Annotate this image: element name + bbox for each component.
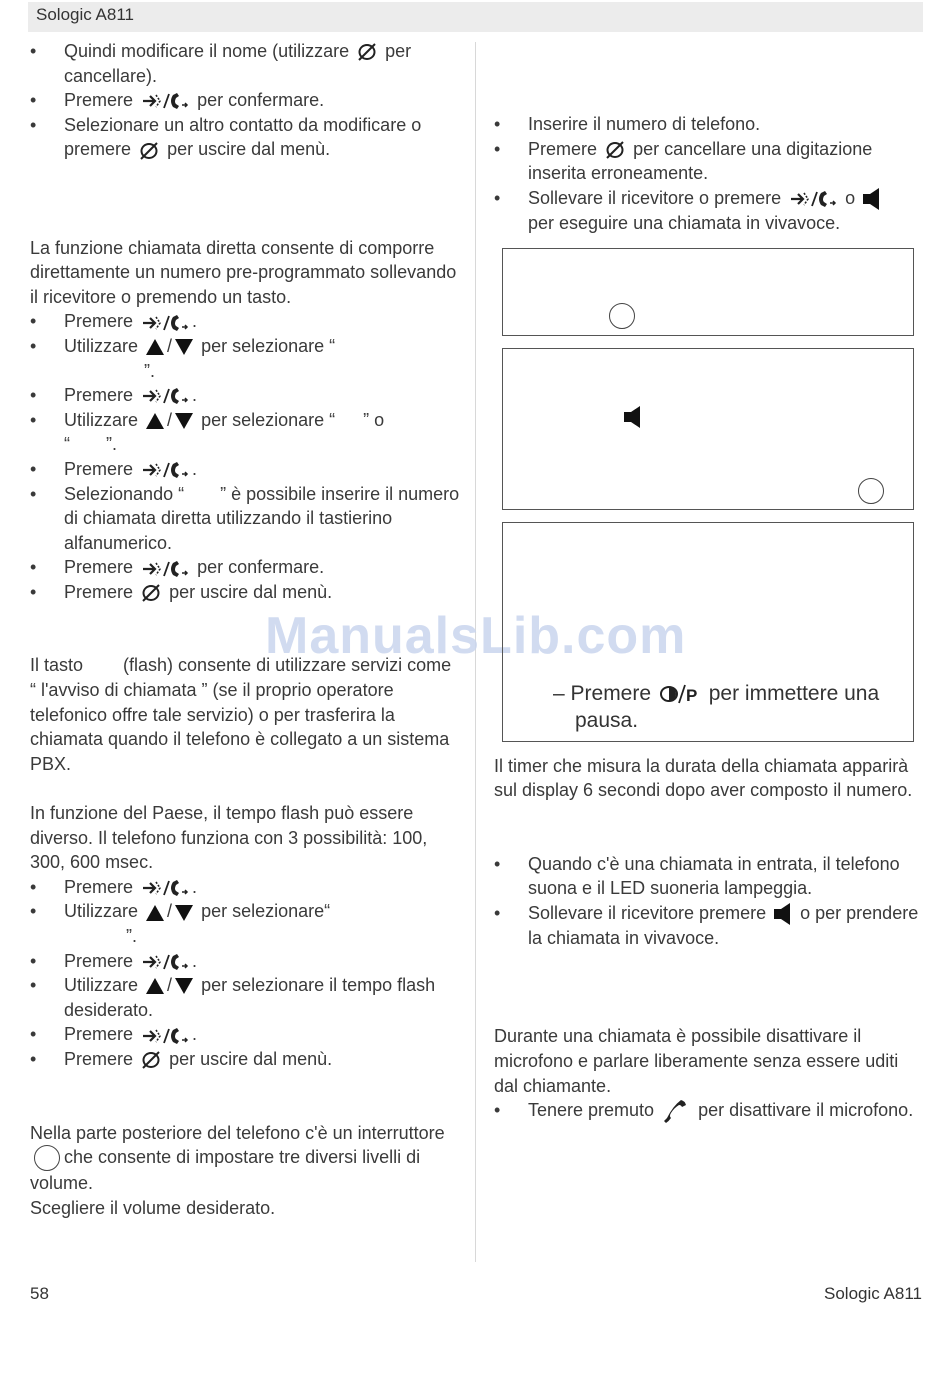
cancel-icon (138, 141, 160, 161)
up-arrow-icon (145, 412, 165, 430)
paragraph-timer: Il timer che misura la durata della chiamata apparirà sul display 6 secondi dopo aver composto il numero. (494, 755, 913, 801)
down-arrow-icon (174, 338, 194, 356)
list-item: • Premere per cancellare una digitazione inserita erroneamente. (494, 137, 919, 186)
list-item: • Premere per confermare. (30, 555, 460, 580)
cancel-icon (140, 1050, 162, 1070)
list-item: • Selezionando “ ” è possibile inserire il numero di chiamata diretta utilizzando il tastierino alfanumerico. (30, 482, 460, 556)
page-number: 58 (30, 1284, 49, 1303)
watermark: ManualsLib.com (265, 607, 687, 665)
list-item: • Premere . (30, 1022, 460, 1047)
list-item: • Premere . (30, 309, 460, 334)
list-item: • Utilizzare / per selezionare il tempo flash desiderato. (30, 973, 460, 1022)
header-title: Sologic A811 (36, 5, 134, 24)
cancel-icon (356, 42, 378, 62)
ok-handset-icon (140, 460, 190, 480)
ok-handset-icon (140, 878, 190, 898)
up-arrow-icon (145, 338, 165, 356)
handset-icon (661, 1098, 691, 1124)
ok-handset-icon (140, 91, 190, 111)
list-item: • Premere per confermare. (30, 88, 460, 113)
list-item: • Quindi modificare il nome (utilizzare per cancellare). (30, 39, 460, 88)
list-item: • Premere . (30, 383, 460, 408)
list-item: • Premere . (30, 875, 460, 900)
down-arrow-icon (174, 904, 194, 922)
list-item: • Inserire il numero di telefono. (494, 112, 919, 137)
footer-model: Sologic A811 (824, 1284, 922, 1303)
speaker-icon (773, 902, 793, 926)
pause-icon (659, 683, 701, 705)
paragraph-flash-time: In funzione del Paese, il tempo flash può essere diverso. Il telefono funziona con 3 possibilità: 100, 300, 600 msec. (30, 803, 428, 873)
ok-handset-icon (140, 559, 190, 579)
ok-handset-icon (140, 952, 190, 972)
list-item: • Quando c'è una chiamata in entrata, il telefono suona e il LED suoneria lampeggia. (494, 852, 919, 901)
header-bar (28, 2, 923, 32)
pause-instruction-end: pausa. (575, 708, 639, 732)
paragraph-direct-call: La funzione chiamata diretta consente di comporre direttamente un numero pre-programmato sollevando il ricevitore o premendo un tasto. (30, 237, 457, 307)
ok-handset-icon (788, 189, 838, 209)
speaker-icon (862, 187, 882, 211)
paragraph-volume: Nella parte posteriore del telefono c'è un interruttoreche consente di impostare tre diversi livelli di volume. (30, 1122, 445, 1194)
up-arrow-icon (145, 977, 165, 995)
paragraph-flash: Il tasto (flash) consente di utilizzare servizi come “ l'avviso di chiamata ” (se il proprio operatore telefonico offre tale servizio) o per trasferira la chiamata quando il telefono è collegato a un sistema PBX. (30, 655, 452, 774)
list-item: • Premere per uscire dal menù. (30, 1047, 460, 1072)
right-column (494, 112, 919, 1124)
note-box-2 (502, 348, 914, 510)
list-item: • Utilizzare / per selezionare “ ” o “ ”. (30, 408, 460, 457)
note-box-1 (502, 248, 914, 336)
speaker-icon (623, 405, 643, 429)
list-item: • Utilizzare / per selezionare “ ”. (30, 334, 460, 383)
list-item: • Sollevare il ricevitore o premere o per eseguire una chiamata in vivavoce. (494, 186, 919, 236)
list-item: • Sollevare il ricevitore premere o per prendere la chiamata in vivavoce. (494, 901, 919, 951)
ok-handset-icon (140, 386, 190, 406)
paragraph-mute: Durante una chiamata è possibile disattivare il microfono e parlare liberamente senza essere uditi dal chiamante. (494, 1026, 899, 1096)
paragraph-volume-choose: Scegliere il volume desiderato. (30, 1198, 276, 1218)
volume-switch-icon (34, 1145, 60, 1171)
down-arrow-icon (174, 412, 194, 430)
cancel-icon (604, 140, 626, 160)
list-item: • Premere . (30, 949, 460, 974)
list-item: • Utilizzare / per selezionare“ ”. (30, 899, 460, 948)
down-arrow-icon (174, 977, 194, 995)
cancel-icon (140, 583, 162, 603)
pause-instruction: – Premere per immettere una (553, 681, 880, 705)
note-box-3 (502, 522, 914, 742)
key-circle-icon (609, 303, 635, 329)
up-arrow-icon (145, 904, 165, 922)
list-item: • Tenere premuto per disattivare il microfono. (494, 1098, 919, 1124)
list-item: • Premere per uscire dal menù. (30, 580, 460, 605)
ok-handset-icon (140, 313, 190, 333)
ok-handset-icon (140, 1026, 190, 1046)
list-item: • Selezionare un altro contatto da modificare o premere per uscire dal menù. (30, 113, 460, 162)
left-column (30, 39, 460, 1221)
key-circle-icon (858, 478, 884, 504)
list-item: • Premere . (30, 457, 460, 482)
